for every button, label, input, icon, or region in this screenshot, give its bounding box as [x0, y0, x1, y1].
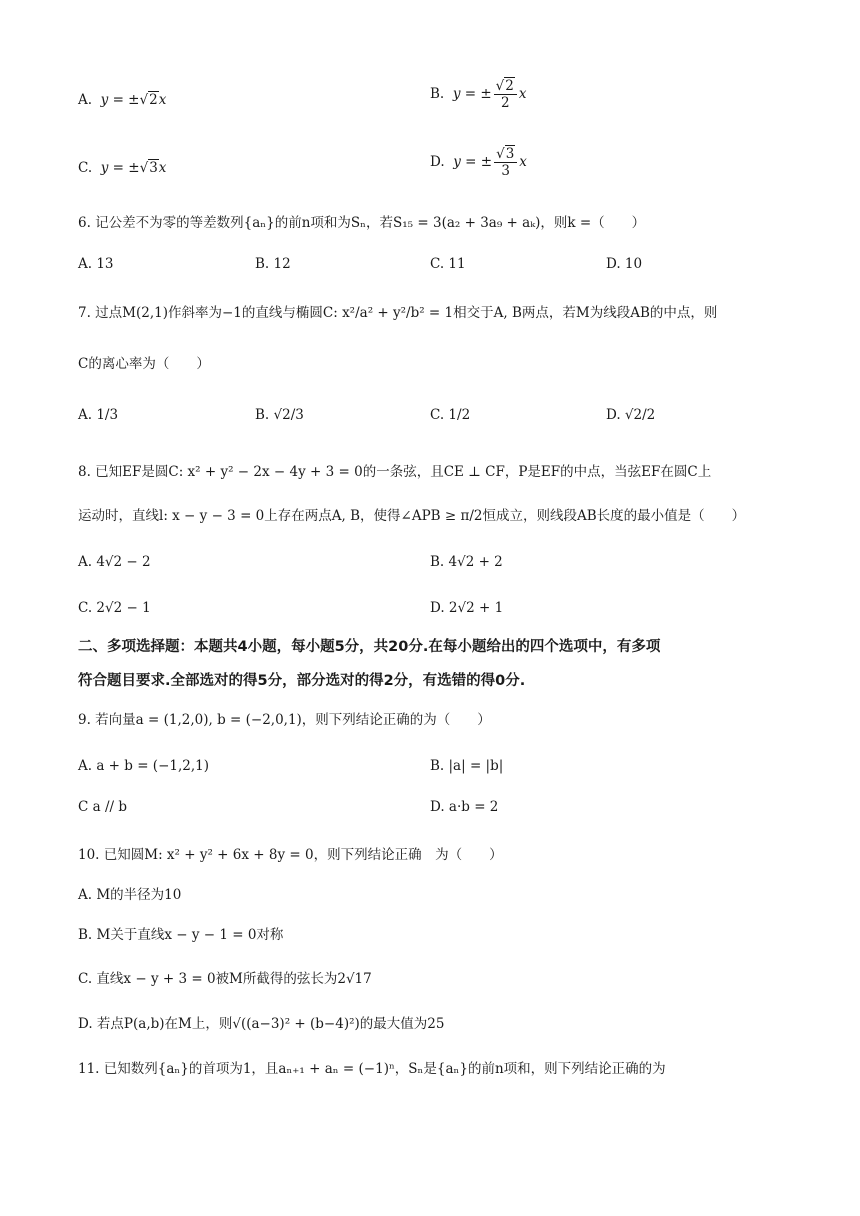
- q7-stem-line1: 7. 过点M(2,1)作斜率为−1的直线与椭圆C: x²/a² + y²/b² = 1相交于A, B两点，若M为线段AB的中点，则: [78, 305, 718, 321]
- q5-option-d-label: D.: [430, 154, 445, 170]
- q9-option-a: A. a + b = (−1,2,1): [78, 758, 210, 774]
- q10-option-d: D. 若点P(a,b)在M上，则√((a−3)² + (b−4)²)的最大值为25: [78, 1016, 445, 1032]
- q5-option-c-label: C.: [78, 160, 93, 176]
- q9-option-c: C a // b: [78, 799, 127, 815]
- q9-option-d: D. a·b = 2: [430, 799, 499, 815]
- q6-option-a: A. 13: [78, 256, 114, 272]
- q10-option-c: C. 直线x − y + 3 = 0被M所截得的弦长为2√17: [78, 971, 372, 987]
- q7-option-c: C. 1/2: [430, 407, 471, 423]
- section-heading-line1: 二、多项选择题：本题共4小题，每小题5分，共20分.在每小题给出的四个选项中，有多项: [78, 639, 661, 655]
- q9-option-b: B. |a| = |b|: [430, 758, 504, 774]
- q5-option-a: A. y = ±√2x: [78, 92, 167, 108]
- q6-stem: 6. 记公差不为零的等差数列{aₙ}的前n项和为Sₙ，若S₁₅ = 3(a₂ + 3a₉ + aₖ)，则k =（ ）: [78, 215, 646, 231]
- q5-option-b: B. y = ± $\frac{√2}{2}$ x: [430, 78, 527, 111]
- q10-stem: 10. 已知圆M: x² + y² + 6x + 8y = 0，则下列结论正确 为（ ）: [78, 847, 503, 863]
- q7-option-b: B. √2/3: [255, 407, 304, 423]
- q10-option-a: A. M的半径为10: [78, 887, 182, 903]
- q9-stem: 9. 若向量a = (1,2,0), b = (−2,0,1)，则下列结论正确的为（ ）: [78, 712, 491, 728]
- q8-stem-line1: 8. 已知EF是圆C: x² + y² − 2x − 4y + 3 = 0的一条弦，且CE ⊥ CF，P是EF的中点，当弦EF在圆C上: [78, 464, 712, 480]
- q8-option-d: D. 2√2 + 1: [430, 600, 504, 616]
- q5-option-a-label: A.: [78, 92, 93, 108]
- q6-option-d: D. 10: [606, 256, 643, 272]
- q8-option-c: C. 2√2 − 1: [78, 600, 151, 616]
- q8-option-a: A. 4√2 − 2: [78, 554, 151, 570]
- q8-stem-line2: 运动时，直线l: x − y − 3 = 0上存在两点A, B，使得∠APB ≥ π/2恒成立，则线段AB长度的最小值是（ ）: [78, 508, 746, 524]
- section-heading-line2: 符合题目要求.全部选对的得5分，部分选对的得2分，有选错的得0分.: [78, 673, 526, 689]
- q5-option-d: D. y = ± $\frac{√3}{3}$ x: [430, 146, 527, 179]
- q11-stem: 11. 已知数列{aₙ}的首项为1，且aₙ₊₁ + aₙ = (−1)ⁿ，Sₙ是{aₙ}的前n项和，则下列结论正确的为: [78, 1061, 666, 1077]
- q7-option-d: D. √2/2: [606, 407, 656, 423]
- q7-stem-line2: C的离心率为（ ）: [78, 356, 210, 372]
- q7-option-a: A. 1/3: [78, 407, 119, 423]
- q5-option-b-label: B.: [430, 86, 445, 102]
- q6-option-b: B. 12: [255, 256, 291, 272]
- q6-option-c: C. 11: [430, 256, 466, 272]
- q8-option-b: B. 4√2 + 2: [430, 554, 503, 570]
- q5-option-c: C. y = ±√3x: [78, 160, 167, 176]
- q10-option-b: B. M关于直线x − y − 1 = 0对称: [78, 927, 284, 943]
